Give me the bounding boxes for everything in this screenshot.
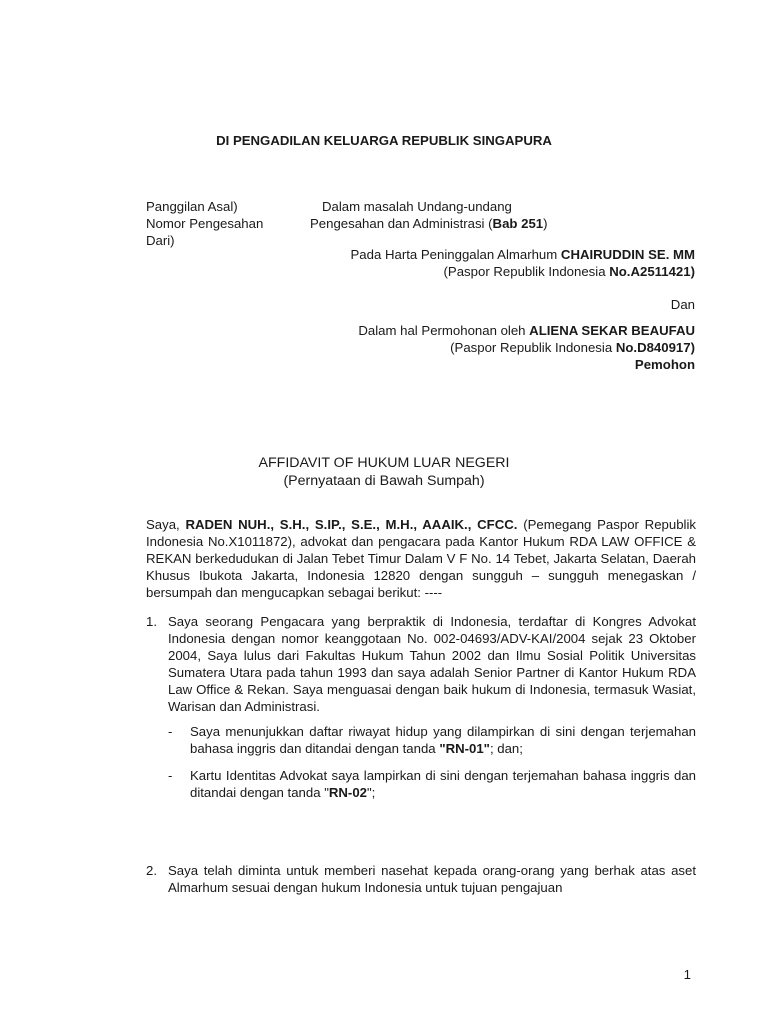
applicant-name: ALIENA SEKAR BEAUFAU	[529, 323, 695, 338]
case-caption-left	[146, 198, 306, 249]
applicant-line	[275, 322, 695, 339]
sub-item-text	[190, 767, 696, 801]
caption-right-line	[310, 215, 695, 232]
numbered-item	[146, 613, 696, 715]
affidavit-subtitle-line: (Pernyataan di Bawah Sumpah)	[283, 473, 485, 489]
court-title: DI PENGADILAN KELUARGA REPUBLIK SINGAPURA	[216, 133, 552, 148]
deceased-line	[275, 246, 695, 263]
sub-item	[168, 723, 696, 757]
deponent-name: RADEN NUH., S.H., S.IP., S.E., M.H., AAAIK., CFCC.	[185, 517, 518, 532]
intro-text: Saya,	[146, 517, 186, 532]
item-text: Saya seorang Pengacara yang berpraktik di Indonesia, terdaftar di Kongres Advokat Indonesia dengan nomor keanggotaan No. 002-04693/ADV-KAI/2004 sejak 23 Oktober 2004, Saya lulus dari Fakultas Hukum Tahun 2002 dan Ilmu Sosial Politik Universitas Sumatera Utara pada tahun 1993 dan saya adalah Senior Partner di Kantor Hukum RDA Law Office & Rekan. Saya menguasai dengan baik hukum di Indonesia, termasuk Wasiat, Warisan dan Administrasi.	[168, 614, 696, 714]
applicant-role: Pemohon	[634, 357, 695, 372]
applicant-role-line	[275, 356, 695, 373]
intro-text: (Pemegang Paspor Republik Indonesia No.X1011872), advokat dan pengacara pada Kantor Hukum RDA LAW OFFICE & REKAN berkedudukan di Jalan Tebet Timur Dalam V F No. 14 Tebet, Jakarta Selatan, Daerah Khusus Ibukota Jakarta, Indonesia 12820 dengan sungguh – sungguh menegaskan / bersumpah dan mengucapkan sebagai berikut: ----	[146, 517, 696, 600]
item-number: 1.	[146, 614, 157, 629]
item-text: Saya telah diminta untuk memberi nasehat kepada orang-orang yang berhak atas aset Almarhum sesuai dengan hukum Indonesia untuk tujuan pengajuan	[168, 863, 696, 895]
deceased-passport-line	[275, 263, 695, 280]
caption-left-line: Nomor Pengesahan	[146, 216, 264, 231]
item-number: 2.	[146, 863, 157, 878]
applicant-passport-line	[275, 339, 695, 356]
caption-left-line: Dari)	[146, 233, 175, 248]
sub-item-text-part: ";	[366, 785, 376, 800]
sub-item-dash: -	[168, 724, 173, 739]
party-text: Dalam hal Permohonan oleh	[358, 323, 530, 338]
caption-text: Pengesahan dan Administrasi (	[310, 216, 493, 231]
party-text: (Paspor Republik Indonesia	[450, 340, 616, 355]
sub-item-text-part: ; dan;	[489, 741, 523, 756]
caption-left-line: Panggilan Asal)	[146, 199, 238, 214]
intro-paragraph	[146, 516, 696, 601]
party-text: Pada Harta Peninggalan Almarhum	[350, 247, 561, 262]
sub-item-dash: -	[168, 768, 173, 783]
sub-item-text-part: Saya menunjukkan daftar riwayat hidup yang dilampirkan di sini dengan terjemahan bahasa inggris dan ditandai dengan tanda	[190, 724, 696, 756]
sub-item	[168, 767, 696, 801]
exhibit-tag: RN-02	[328, 785, 367, 800]
case-caption-right	[310, 198, 695, 232]
deceased-passport-number: No.A2511421)	[609, 264, 695, 279]
affidavit-title	[0, 454, 768, 490]
affidavit-title-line: AFFIDAVIT OF HUKUM LUAR NEGERI	[258, 455, 510, 471]
party-text: (Paspor Republik Indonesia	[443, 264, 610, 279]
applicant-passport-number: No.D840917)	[615, 340, 695, 355]
sub-item-text-part: Kartu Identitas Advokat saya lampirkan di sini dengan terjemahan bahasa inggris dan ditandai dengan tanda "	[190, 768, 696, 800]
conjunction-dan: Dan	[670, 297, 695, 312]
exhibit-tag: "RN-01"	[439, 741, 490, 756]
applicant-party-block	[275, 322, 695, 373]
numbered-item	[146, 862, 696, 896]
caption-right-line: Dalam masalah Undang-undang	[322, 199, 512, 214]
deceased-party-block	[275, 246, 695, 280]
caption-text: )	[543, 216, 548, 231]
chapter-reference: Bab 251	[492, 216, 544, 231]
deceased-name: CHAIRUDDIN SE. MM	[560, 247, 695, 262]
page-number: 1	[683, 967, 691, 982]
sub-item-text	[190, 723, 696, 757]
